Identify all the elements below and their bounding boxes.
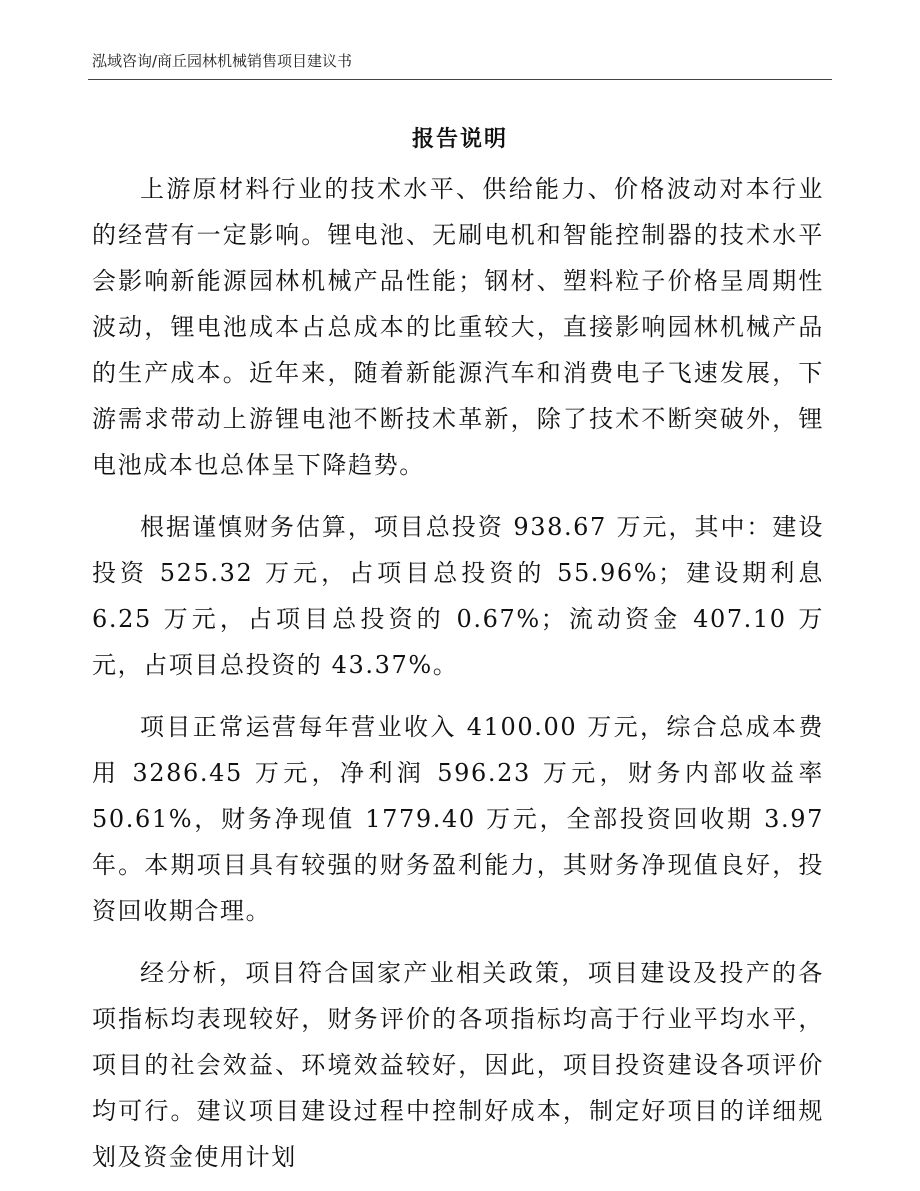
running-header: 泓域咨询/商丘园林机械销售项目建议书 xyxy=(92,52,353,70)
section-title: 报告说明 xyxy=(411,127,508,152)
paragraph-upstream-materials: 上游原材料行业的技术水平、供给能力、价格波动对本行业的经营有一定影响。锂电池、无刷电机和智能控制器的技术水平会影响新能源园林机械产品性能；钢材、塑料粒子价格呈周期性波动，锂电池成本占总成本的比重较大，直接影响园林机械产品的生产成本。近年来，随着新能源汽车和消费电子飞速发展，下游需求带动上游锂电池不断技术革新，除了技术不断突破外，锂电池成本也总体呈下降趋势。 xyxy=(92,175,824,479)
paragraph-feasibility-conclusion: 经分析，项目符合国家产业相关政策，项目建设及投产的各项指标均表现较好，财务评价的各项指标均高于行业平均水平，项目的社会效益、环境效益较好，因此，项目投资建设各项评价均可行。建议项目建设过程中控制好成本，制定好项目的详细规划及资金使用计划 xyxy=(92,959,824,1171)
paragraph-investment-estimate: 根据谨慎财务估算，项目总投资 938.67 万元，其中：建设投资 525.32 万元，占项目总投资的 55.96%；建设期利息 6.25 万元，占项目总投资的 0.67%；流动资金 407.10 万元，占项目总投资的 43.37%。 xyxy=(92,513,824,679)
paragraph-financial-returns: 项目正常运营每年营业收入 4100.00 万元，综合总成本费用 3286.45 万元，净利润 596.23 万元，财务内部收益率 50.61%，财务净现值 1779.40 万元，全部投资回收期 3.97 年。本期项目具有较强的财务盈利能力，其财务净现值良好，投资回收期合理。 xyxy=(92,713,824,925)
report-body xyxy=(92,166,824,1180)
header-divider xyxy=(88,79,832,80)
